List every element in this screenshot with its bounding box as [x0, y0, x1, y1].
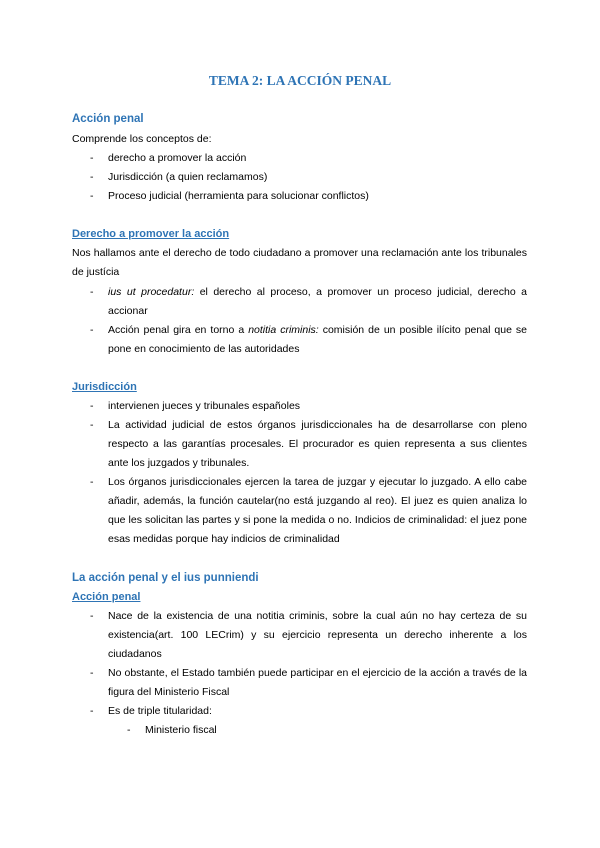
latin-term: ius ut procedatur: — [108, 286, 195, 298]
heading-jurisdiccion: Jurisdicción — [72, 381, 137, 393]
subheading-accion-penal: Acción penal — [72, 591, 141, 603]
heading-derecho-promover: Derecho a promover la acción — [72, 228, 230, 240]
titularidad-sublist — [0, 721, 600, 740]
intro-text: Comprende los conceptos de: — [72, 133, 212, 145]
list-item: - La actividad judicial de estos órganos jurisdiccionales ha de desarrollarse con pleno respecto a las garantías procesales. El procurador es quien representa a sus clientes ante los juzgados y tribunales. — [90, 419, 527, 469]
list-item: - Nace de la existencia de una notitia criminis, sobre la cual aún no hay certeza de su existencia(art. 100 LECrim) y su ejercicio representa un derecho inherente a los ciudadanos — [90, 610, 527, 660]
list-item: - derecho a promover la acción — [90, 152, 247, 164]
concepts-list — [0, 149, 600, 206]
document-title: TEMA 2: LA ACCIÓN PENAL — [208, 73, 392, 88]
list-item: - intervienen jueces y tribunales españoles — [90, 400, 301, 412]
jurisdiccion-list — [0, 397, 600, 549]
heading-accion-penal: Acción penal — [72, 113, 144, 125]
list-item: - Los órganos jurisdiccionales ejercen la tarea de juzgar y ejecutar lo juzgado. A ello cabe añadir, además, la función cautelar(no está juzgando al reo). El juez es quien analiza lo que les solicitan las partes y si pone la medida o no. Indicios de criminalidad: el juez pone esas medidas porque hay indicios de criminalidad — [90, 476, 527, 545]
list-item: - No obstante, el Estado también puede participar en el ejercicio de la acción a través de la figura del Ministerio Fiscal — [90, 667, 527, 698]
list-item: - Proceso judicial (herramienta para solucionar conflictos) — [90, 190, 369, 202]
list-item: - Acción penal gira en torno a notitia criminis: comisión de un posible ilícito penal que se pone en conocimiento de las autoridades — [90, 324, 528, 355]
list-item: - ius ut procedatur: el derecho al proceso, a promover un proceso judicial, derecho a accionar — [90, 286, 527, 317]
list-item: - Jurisdicción (a quien reclamamos) — [90, 171, 268, 183]
accion-penal-list — [0, 607, 600, 721]
list-item: - Es de triple titularidad: — [90, 705, 212, 717]
list-item: - Ministerio fiscal — [127, 724, 217, 736]
derecho-list — [0, 283, 600, 359]
derecho-paragraph: Nos hallamos ante el derecho de todo ciudadano a promover una reclamación ante los tribunales de justícia — [72, 247, 527, 278]
heading-accion-ius-punniendi: La acción penal y el ius punniendi — [72, 572, 259, 584]
latin-term: notitia criminis: — [248, 324, 319, 336]
